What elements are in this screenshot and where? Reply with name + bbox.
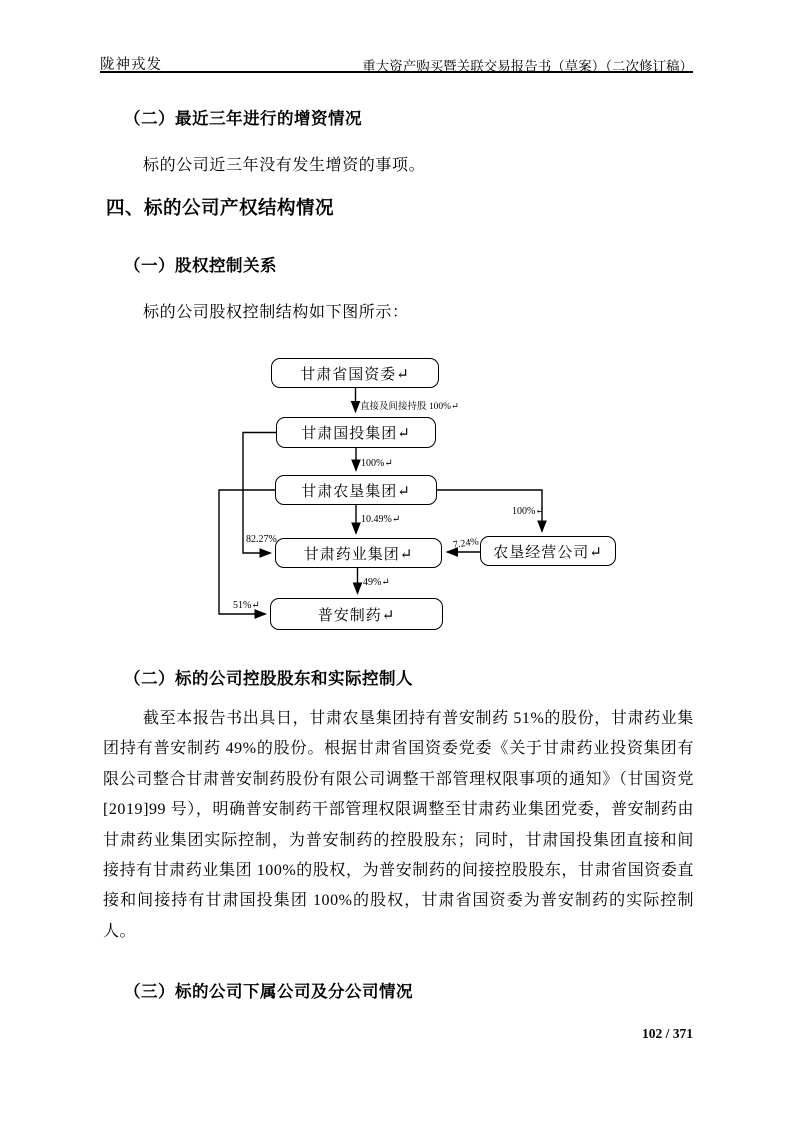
paragraph-controlling-shareholder: 截至本报告书出具日，甘肃农垦集团持有普安制药 51%的股份，甘肃药业集团持有普安制药 49%的股份。根据甘肃省国资委党委《关于甘肃药业投资集团有限公司整合甘肃普安制药股份有限公司调整干部管理权限事项的通知》（甘国资党[2019]99 号），明确普安制药干部管理权限调整至甘肃药业集团党委，普安制药由甘肃药业集团实际控制，为普安制药的控股股东；同时，甘肃国投集团直接和间接持有甘肃药业集团 100%的股权，为普安制药的间接控股股东，甘肃省国资委直接和间接持有甘肃国投集团 100%的股权，甘肃省国资委为普安制药的实际控制人。 bbox=[103, 710, 694, 940]
edge-label-guotou-to-nongken: 100%↵ bbox=[361, 458, 393, 469]
header-report-title: 重大资产购买暨关联交易报告书（草案）（二次修订稿） bbox=[362, 59, 693, 74]
diagram-node-puan-pharma: 普安制药↵ bbox=[270, 598, 443, 630]
heading-subsidiaries: （三）标的公司下属公司及分公司情况 bbox=[124, 983, 413, 1001]
edge-label-guotou-to-yaoye: 82.27% bbox=[246, 534, 277, 545]
heading-controlling-shareholder: （二）标的公司控股股东和实际控制人 bbox=[124, 670, 413, 688]
heading-equity-control: （一）股权控制关系 bbox=[124, 257, 277, 275]
diagram-node-nongken-jingying-company: 农垦经营公司↵ bbox=[480, 536, 616, 566]
edge-label-nongken-to-puan: 51%↵ bbox=[233, 600, 260, 611]
edge-label-yaoye-to-puan: 49%↵ bbox=[363, 577, 390, 588]
paragraph-capital-increase: 标的公司近三年没有发生增资的事项。 bbox=[143, 157, 426, 174]
heading-ownership-structure: 四、标的公司产权结构情况 bbox=[106, 197, 335, 218]
paragraph-equity-intro: 标的公司股权控制结构如下图所示： bbox=[143, 304, 409, 321]
heading-capital-increase: （二）最近三年进行的增资情况 bbox=[124, 110, 362, 128]
edge-label-nongken-to-yaoye: 10.49%↵ bbox=[361, 514, 401, 525]
page-number: 102 / 371 bbox=[641, 1026, 693, 1041]
diagram-node-gansu-guotou-group: 甘肃国投集团↵ bbox=[276, 417, 436, 448]
edge-label-sasac-to-guotou: 直接及间接持股 100%↵ bbox=[360, 402, 459, 412]
header-company-short-name: 陇神戎发 bbox=[100, 57, 162, 73]
diagram-node-gansu-yaoye-group: 甘肃药业集团↵ bbox=[275, 538, 442, 568]
equity-structure-diagram bbox=[190, 350, 630, 640]
diagram-node-gansu-sasac: 甘肃省国资委↵ bbox=[271, 358, 439, 388]
edge-label-nongken-to-jingying: 100%↵ bbox=[512, 506, 544, 517]
edge-label-jingying-to-yaoye: 7.24% bbox=[452, 536, 480, 551]
header-rule bbox=[100, 71, 693, 73]
diagram-node-gansu-nongken-group: 甘肃农垦集团↵ bbox=[275, 475, 437, 505]
